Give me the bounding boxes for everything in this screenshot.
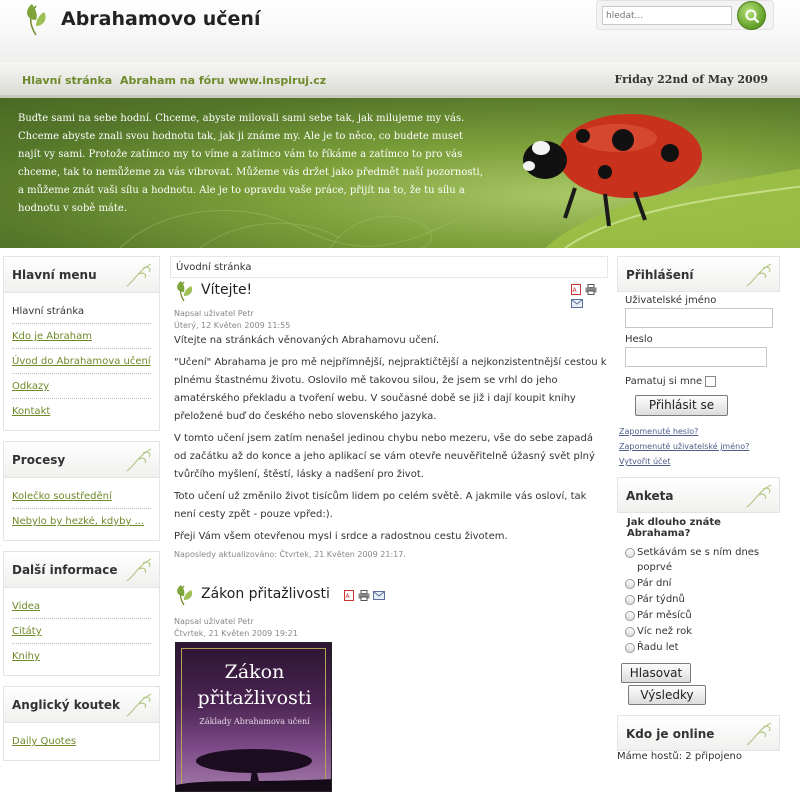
- search-button[interactable]: [737, 1, 766, 30]
- menu-item-home[interactable]: Hlavní stránka: [12, 299, 151, 324]
- article-paragraph: "Učení" Abrahama je pro mě nejpřímnější, nejpraktičtější a nejkonzistentnější cestou k plnému štastnému životu. Oslovilo mě takovou silou, že jsem se vrhl do jeho amatérského překladu a tvoření webu. V současné době se již i dají koupit knihy přeložené buď do českého nebo slovenského jazyka.: [174, 357, 607, 422]
- poll-option-label: Pár týdnů: [637, 594, 685, 605]
- left-sidebar: [3, 256, 160, 771]
- nav-forum-link[interactable]: Abraham na fóru www.inspiruj.cz: [120, 74, 327, 87]
- article-author: Napsal uživatel Petr: [174, 309, 254, 318]
- remember-row: [617, 371, 780, 393]
- menu-item-books[interactable]: Knihy: [12, 651, 40, 662]
- username-field[interactable]: [625, 308, 773, 328]
- login-links: [617, 424, 780, 469]
- book-title-line: přitažlivosti: [197, 687, 312, 709]
- password-label: Heslo: [625, 334, 653, 345]
- book-cover-image[interactable]: [175, 642, 332, 792]
- who-is-online-title: Kdo je online: [626, 727, 715, 741]
- login-title: Přihlášení: [626, 268, 694, 282]
- right-sidebar: [617, 256, 780, 772]
- who-is-online-header: [617, 715, 780, 751]
- poll-module: [617, 477, 780, 705]
- english-corner-header: [4, 687, 159, 723]
- main-menu-title: Hlavní menu: [12, 268, 97, 282]
- menu-item-links[interactable]: Odkazy: [12, 374, 151, 399]
- print-icon[interactable]: [358, 590, 370, 601]
- login-header: [617, 256, 780, 292]
- password-field[interactable]: [625, 347, 767, 367]
- print-icon[interactable]: [585, 284, 597, 295]
- english-corner-title: Anglický koutek: [12, 698, 121, 712]
- article-paragraph: Toto učení už změnilo život tisícům lidem po celém světě. A jakmile vás osloví, tak není cesty zpět - pouze vpřed:).: [174, 491, 587, 520]
- menu-item-quotes[interactable]: Citáty: [12, 619, 151, 644]
- menu-item-who-is-abraham[interactable]: Kdo je Abraham: [12, 324, 151, 349]
- ornament-icon: [125, 260, 155, 288]
- poll-option[interactable]: [617, 624, 780, 639]
- main-content: [170, 256, 608, 726]
- article-title[interactable]: Vítejte!: [201, 282, 253, 298]
- article-date: Úterý, 12 Květen 2009 11:55: [174, 321, 291, 330]
- article-law-of-attraction: [170, 582, 608, 640]
- article-author: Napsal uživatel Petr: [174, 617, 254, 626]
- svg-text:A: A: [572, 287, 577, 294]
- processes-list: [4, 478, 159, 540]
- processes-module: [3, 441, 160, 541]
- ornament-icon: [745, 719, 775, 747]
- ornament-icon: [745, 260, 775, 288]
- radio-button[interactable]: [625, 611, 635, 621]
- results-button[interactable]: Výsledky: [628, 685, 706, 705]
- breadcrumb: Úvodní stránka: [170, 256, 608, 278]
- main-menu-module: [3, 256, 160, 431]
- more-info-title: Další informace: [12, 563, 118, 577]
- search-box: [596, 0, 774, 30]
- header-banner: [0, 98, 800, 248]
- menu-item-daily-quotes[interactable]: Daily Quotes: [12, 736, 77, 747]
- menu-item-wouldnt-it-be-nice[interactable]: Nebylo by hezké, kdyby ...: [12, 516, 145, 527]
- banner-quote: Buďte sami na sebe hodní. Chceme, abyste milovali sami sebe tak, jak milujeme my vás. Chceme abyste znali svou hodnotu tak, jak ji známe my. Ale je to něco, co budete muset najít vy sami. Protože zatímco my to víme a zatímco vám to říkáme a zatímco to pro vás chceme, tak to nemůžeme za vás vibrovat. Můžeme vás držet jako předmět naší pozornosti, a můžeme znát vaši sílu a hodnotu. Ale je to opravdu vaše práce, přijít na to, že tu sílu a hodnotu v sobě máte.: [18, 113, 483, 214]
- processes-header: [4, 442, 159, 478]
- article-header: [170, 278, 608, 304]
- english-corner-module: [3, 686, 160, 761]
- vote-button[interactable]: Hlasovat: [621, 663, 691, 683]
- menu-item-videos[interactable]: Videa: [12, 594, 151, 619]
- nav-home-link[interactable]: Hlavní stránka: [22, 74, 113, 87]
- poll-question: Jak dlouho znáte Abrahama?: [627, 517, 721, 539]
- menu-item-intro[interactable]: Úvod do Abrahamova učení: [12, 349, 151, 374]
- poll-option-label: Setkávám se s ním dnes poprvé: [637, 547, 760, 573]
- username-label: Uživatelské jméno: [625, 295, 717, 306]
- remember-label: Pamatuj si mne: [625, 376, 703, 387]
- article-date: Čtvrtek, 21 Květen 2009 19:21: [174, 629, 298, 638]
- current-date: Friday 22nd of May 2009: [614, 73, 768, 86]
- poll-option-label: Pár dní: [637, 578, 672, 589]
- search-input[interactable]: [602, 6, 732, 25]
- email-icon[interactable]: [373, 590, 385, 601]
- who-is-online-module: [617, 715, 780, 762]
- article-title[interactable]: Zákon přitažlivosti: [201, 586, 330, 602]
- radio-button[interactable]: [625, 579, 635, 589]
- radio-button[interactable]: [625, 548, 635, 558]
- processes-title: Procesy: [12, 453, 66, 467]
- ornament-icon: [125, 445, 155, 473]
- poll-title: Anketa: [626, 489, 674, 503]
- article-welcome: [170, 278, 608, 559]
- article-paragraph: V tomto učení jsem zatím nenašel jedinou chybu nebo mezeru, vše do sebe zapadá od začátku až do konce a jeho aplikací se vám otevře neuvěřitelně úžasný svět plný tvůrčího myšlení, štěstí, lásky a nadšení pro život.: [174, 433, 595, 480]
- poll-option-label: Pár měsíců: [637, 610, 692, 621]
- ornament-icon: [125, 555, 155, 583]
- poll-option[interactable]: [617, 576, 780, 591]
- more-info-header: [4, 552, 159, 588]
- main-menu-list: [4, 293, 159, 430]
- more-info-module: [3, 551, 160, 676]
- poll-option[interactable]: [617, 592, 780, 607]
- search-icon: [744, 8, 760, 24]
- login-button[interactable]: Přihlásit se: [635, 395, 728, 416]
- svg-text:A: A: [345, 593, 350, 600]
- site-header: [0, 0, 800, 62]
- poll-option[interactable]: [617, 545, 780, 575]
- create-account-link[interactable]: Vytvořit účet: [619, 457, 671, 466]
- leaf-icon: [173, 280, 195, 302]
- main-menu-header: [4, 257, 159, 293]
- top-navigation: [0, 62, 800, 98]
- login-module: [617, 256, 780, 469]
- article-tools: [571, 284, 608, 312]
- site-title[interactable]: Abrahamovo učení: [61, 8, 261, 30]
- menu-item-contact[interactable]: Kontakt: [12, 406, 51, 417]
- tree-silhouette: [176, 739, 332, 792]
- poll-option-label: Řadu let: [637, 642, 679, 653]
- pdf-icon[interactable]: [344, 590, 354, 601]
- email-icon[interactable]: [571, 298, 583, 309]
- article-modified-date: Naposledy aktualizováno: Čtvrtek, 21 Květen 2009 21:17.: [174, 550, 406, 559]
- ornament-icon: [745, 481, 775, 509]
- online-count: Máme hostů: 2 připojeno: [617, 751, 742, 762]
- remember-checkbox[interactable]: [705, 376, 716, 387]
- menu-item-focus-wheel[interactable]: Kolečko soustředění: [12, 484, 151, 509]
- pdf-icon[interactable]: [571, 284, 581, 295]
- article-tools: [344, 590, 385, 604]
- ornament-icon: [125, 690, 155, 718]
- book-title-line: Zákon: [224, 661, 285, 683]
- forgot-password-link[interactable]: Zapomenuté heslo?: [619, 427, 699, 436]
- leaf-logo-icon[interactable]: [22, 2, 50, 36]
- poll-option[interactable]: [617, 608, 780, 623]
- book-title: [176, 659, 332, 711]
- poll-header: [617, 477, 780, 513]
- english-corner-list: [4, 723, 159, 760]
- poll-option[interactable]: [617, 640, 780, 655]
- ladybug-image: [505, 108, 800, 248]
- article-paragraph: Přeji Vám všem otevřenou mysl i srdce a radostnou cestu životem.: [174, 531, 508, 542]
- forgot-username-link[interactable]: Zapomenuté uživatelské jméno?: [619, 442, 750, 451]
- poll-option-label: Víc než rok: [637, 626, 693, 637]
- more-info-list: [4, 588, 159, 675]
- radio-button[interactable]: [625, 643, 635, 653]
- radio-button[interactable]: [625, 627, 635, 637]
- radio-button[interactable]: [625, 595, 635, 605]
- article-paragraph: Vítejte na stránkách věnovaných Abrahamovu učení.: [174, 335, 440, 346]
- book-subtitle: Základy Abrahamova učení: [199, 717, 310, 726]
- article-header: [170, 582, 608, 608]
- leaf-icon: [173, 584, 195, 606]
